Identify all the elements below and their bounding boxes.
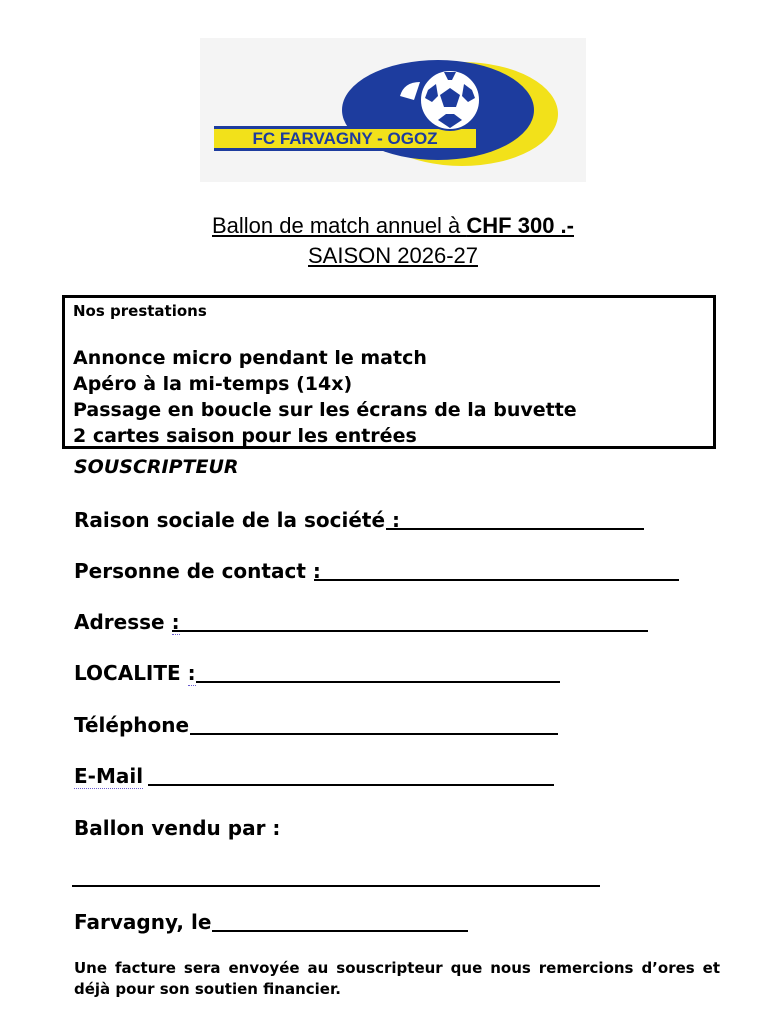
city-field[interactable] (196, 681, 560, 683)
soccer-ball-icon (420, 70, 480, 130)
offer-title (0, 213, 760, 239)
city-colon: : (187, 661, 196, 685)
address-field[interactable] (172, 630, 648, 632)
prestations-heading: Nos prestations (73, 302, 207, 320)
phone-field[interactable] (190, 733, 558, 735)
prestation-item: Apéro à la mi-temps (14x) (73, 373, 353, 395)
contact-person-field[interactable] (314, 579, 679, 581)
address-label-text: Adresse (74, 610, 165, 634)
place-date-label: Farvagny, le (74, 910, 212, 934)
club-logo (200, 38, 586, 182)
company-name-field[interactable] (386, 528, 644, 530)
seller-label: Ballon vendu par : (74, 816, 281, 840)
phone-label: Téléphone (74, 713, 190, 737)
prestation-item: Annonce micro pendant le match (73, 347, 427, 369)
email-field[interactable] (148, 784, 554, 786)
prestation-item: Passage en boucle sur les écrans de la buvette (73, 399, 577, 421)
subscriber-heading: SOUSCRIPTEUR (74, 456, 239, 478)
email-label (74, 764, 143, 788)
contact-person-label: Personne de contact : (74, 559, 321, 583)
email-label-text: E-Mail (74, 764, 144, 788)
address-colon: : (171, 610, 180, 634)
seller-field[interactable] (72, 885, 600, 887)
city-label (74, 661, 196, 685)
prestation-item: 2 cartes saison pour les entrées (73, 425, 417, 447)
address-label (74, 610, 180, 634)
season-title: SAISON 2026-27 (308, 243, 478, 268)
date-field[interactable] (212, 930, 468, 932)
footer-note: Une facture sera envoyée au souscripteur que nous remercions d’ores et déjà pour son soutien financier. (74, 959, 720, 998)
company-name-label: Raison sociale de la société : (74, 508, 400, 532)
logo-band-bottom-rule (214, 148, 476, 151)
offer-title-text: Ballon de match annuel à (212, 213, 467, 238)
logo-club-name: FC FARVAGNY - OGOZ (252, 129, 438, 148)
offer-price: CHF 300 .- (466, 213, 574, 238)
city-label-text: LOCALITE (74, 661, 181, 685)
